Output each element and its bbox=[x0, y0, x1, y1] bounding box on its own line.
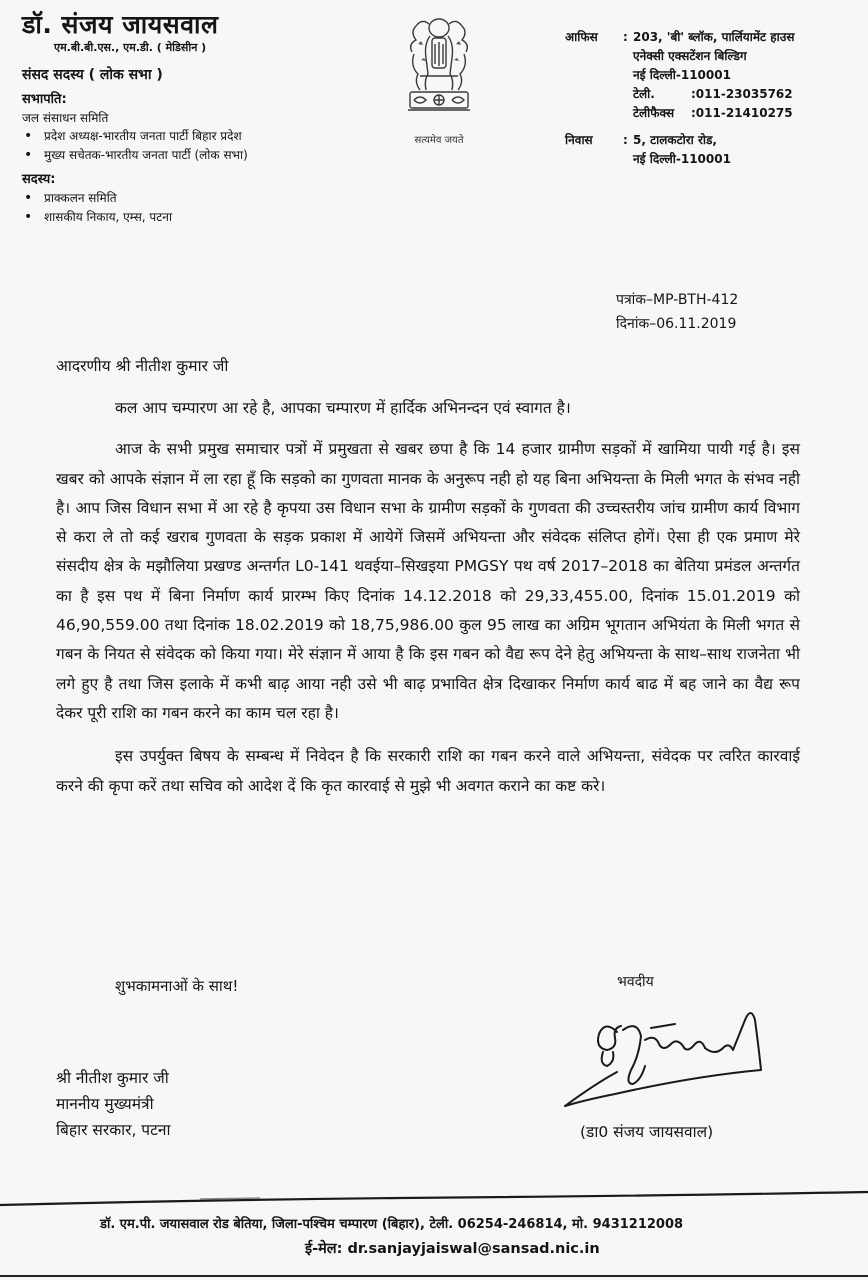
residence-line: 5, टालकटोरा रोड, bbox=[633, 133, 717, 147]
residence-address bbox=[565, 131, 865, 169]
recipient-line: श्री नीतीश कुमार जी bbox=[56, 1069, 169, 1087]
role-item: • मुख्य सचेतक-भारतीय जनता पार्टी (लोक सभा) bbox=[22, 146, 382, 165]
letter-body bbox=[56, 394, 800, 815]
footer-divider bbox=[0, 1190, 868, 1210]
emblem-motto: सत्यमेव जयते bbox=[414, 135, 464, 146]
yours-faithfully: भवदीय bbox=[617, 974, 654, 990]
telefax-label: टेलीफैक्स bbox=[633, 106, 675, 120]
sender-degree: एम.बी.बी.एस., एम.डी. ( मेडिसीन ) bbox=[54, 41, 207, 54]
letter-reference bbox=[616, 288, 738, 336]
letter-date: दिनांक–06.11.2019 bbox=[616, 316, 737, 332]
membership-item: • शासकीय निकाय, एम्स, पटना bbox=[22, 208, 382, 227]
paragraph: कल आप चम्पारण आ रहे है, आपका चम्पारण में हार्दिक अभिनन्दन एवं स्वागत है। bbox=[115, 399, 571, 417]
signatory-name: (डा0 संजय जायसवाल) bbox=[580, 1123, 714, 1141]
national-emblem bbox=[394, 14, 484, 148]
office-line: 203, 'बी' ब्लॉक, पार्लियामेंट हाउस bbox=[633, 30, 795, 44]
residence-line: नई दिल्ली-110001 bbox=[633, 152, 731, 166]
letter-number: पत्रांक–MP-BTH-412 bbox=[616, 292, 739, 308]
footer-email: ई-मेल: dr.sanjayjaiswal@sansad.nic.in bbox=[305, 1241, 600, 1257]
recipient-line: बिहार सरकार, पटना bbox=[56, 1121, 171, 1139]
bottom-border bbox=[0, 1275, 868, 1277]
membership-item: • प्राक्कलन समिति bbox=[22, 189, 382, 208]
telefax-row bbox=[633, 104, 794, 123]
role-item: • प्रदेश अध्यक्ष-भारतीय जनता पार्टी बिहार प्रदेश bbox=[22, 127, 382, 146]
memberships-list bbox=[22, 189, 382, 227]
paragraph: इस उपर्युक्त बिषय के सम्बन्ध में निवेदन है कि सरकारी राशि का गबन करने वाले अभियन्ता, संवेदक पर त्वरित कारवाई करने की कृपा करें तथा सचिव को आदेश दें कि कृत कारवाई से मुझे भी अवगत कराने का कष्ट करे। bbox=[56, 747, 800, 795]
lion-capital-icon bbox=[394, 14, 484, 126]
salutation: आदरणीय श्री नीतीश कुमार जी bbox=[56, 357, 229, 375]
colon: : bbox=[623, 133, 628, 147]
sender-title: संसद सदस्य ( लोक सभा ) bbox=[22, 67, 163, 83]
tel-value: :011-23035762 bbox=[691, 87, 793, 101]
member-label: सदस्य: bbox=[22, 172, 56, 187]
roles-list bbox=[22, 127, 382, 165]
handwritten-signature bbox=[555, 1000, 795, 1110]
office-address bbox=[565, 28, 865, 123]
colon: : bbox=[623, 30, 628, 44]
recipient-address bbox=[56, 1065, 171, 1143]
letterhead-right bbox=[565, 28, 865, 169]
office-line: नई दिल्ली-110001 bbox=[633, 68, 731, 82]
chairman-label: सभापति: bbox=[22, 92, 67, 107]
footer-address: डॉ. एम.पी. जयासवाल रोड बेतिया, जिला-पश्चिम चम्पारण (बिहार), टेली. 06254-246814, मो. 9431212008 bbox=[100, 1217, 684, 1232]
paragraph: आज के सभी प्रमुख समाचार पत्रों में प्रमुखता से खबर छपा है कि 14 हजार ग्रामीण सड़कों में खामिया पायी गई है। इस खबर को आपके संज्ञान में ला रहा हूँ कि सड़को का गुणवता मानक के अनुरूप नही हो यह बिना अभियन्ता के मिली भगत के संभव नही है। आप जिस विधान सभा में आ रहे है कृपया उस विधान सभा के ग्रामीण सड़कों के गुणवता की उच्चस्तरीय जांच ग्रामीण कार्य विभाग से करा ले तो कई खराब गुणवता के सड़क प्रकाश में आयेगें जिसमें अभियन्ता और संवेदक संलिप्त होगें। ऐसा ही एक प्रमाण मेरे संसदीय क्षेत्र के मझौलिया प्रखण्ड अन्तर्गत L0-141 थवईया–सिखइया PMGSY पथ वर्ष 2017–2018 का बेतिया प्रमंडल अन्तर्गत का है इस पथ में बिना निर्माण कार्य प्रारम्भ किए दिनांक 14.12.2018 को 29,33,455.00, दिनांक 15.01.2019 को 46,90,559.00 तथा दिनांक 18.02.2019 को 18,75,986.00 कुल 95 लाख का अग्रिम भूगतान अभियंता के मिली भगत से गबन के नियत से संवेदक को किया गया। मेरे संज्ञान में आया है कि इस गबन को वैद्य रूप देने हेतु अभियन्ता के साथ–साथ राजनेता भी लगे हुए है तथा जिस इलाके में कभी बाढ़ आया नही उसे भी बाढ़ प्रभावित क्षेत्र दिखाकर निर्माण कार्य बाढ में बह जाने का वैद्य रूप देकर पूरी राशि का गबन करने का काम चल रहा है। bbox=[56, 440, 800, 722]
telefax-value: :011-21410275 bbox=[691, 106, 793, 120]
office-label: आफिस bbox=[565, 30, 598, 44]
office-line: एनेक्सी एक्सटेंशन बिल्डिग bbox=[633, 49, 747, 63]
recipient-line: माननीय मुख्यमंत्री bbox=[56, 1095, 154, 1113]
sender-name: डॉ. संजय जायसवाल bbox=[22, 10, 219, 39]
chairman-committee: जल संसाधन समिति bbox=[22, 111, 109, 125]
closing: शुभकामनाओं के साथ! bbox=[115, 977, 239, 995]
tel-row bbox=[633, 85, 794, 104]
letterhead-left bbox=[22, 10, 382, 227]
residence-label: निवास bbox=[565, 133, 593, 147]
tel-label: टेली. bbox=[633, 87, 655, 101]
